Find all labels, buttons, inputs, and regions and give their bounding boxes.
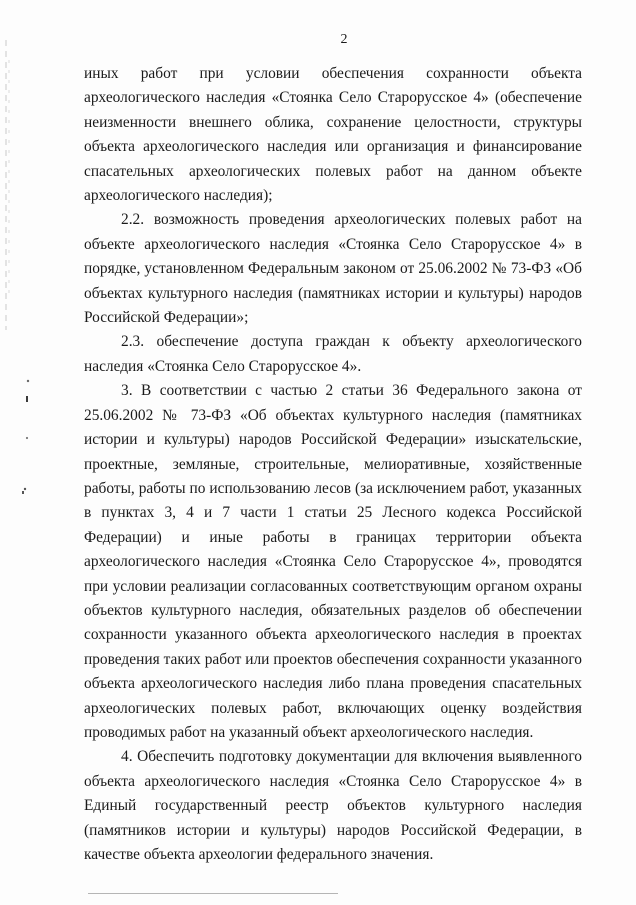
paragraph-3: 3. В соответствии с частью 2 статьи 36 Федерального закона от 25.06.2002 № 73-ФЗ «Об объектах культурного наследия (памятниках истории и культуры) народов Российской Федерации» изыскательские, проектные, земляные, строительные, мелиоративные, хозяйственные работы, работы по использованию лесов (за исключением работ, указанных в пунктах 3, 4 и 7 части 1 статьи 25 Лесного кодекса Российской Федерации) и иные работы в границах территории объекта археологического наследия «Стоянка Село Старорусское 4», проводятся при условии реализации согласованных соответствующим органом охраны объектов культурного наследия, обязательных разделов об обеспечении сохранности указанного объекта археологического наследия в проектах проведения таких работ или проектов обеспечения сохранности указанного объекта археологического наследия либо плана проведения спасательных археологических полевых работ, включающих оценку воздействия проводимых работ на указанный объект археологического наследия. bbox=[84, 382, 582, 741]
paragraph-2-3: 2.3. обеспечение доступа граждан к объекту археологического наследия «Стоянка Село Старорусское 4». bbox=[84, 333, 582, 375]
paragraph-4: 4. Обеспечить подготовку документации для включения выявленного объекта археологического наследия «Стоянка Село Старорусское 4» в Единый государственный реестр объектов культурного наследия (памятников истории и культуры) народов Российской Федерации, в качестве объекта археологии федерального значения. bbox=[84, 748, 582, 863]
scan-margin-artifacts bbox=[0, 0, 60, 905]
paragraph-continuation: иных работ при условии обеспечения сохранности объекта археологического наследия «Стоянка Село Старорусское 4» (обеспечение неизменности внешнего облика, сохранение целостности, структуры объекта археологического наследия или организация и финансирование спасательных археологических полевых работ на данном объекте археологического наследия); bbox=[84, 65, 582, 205]
page-number: 2 bbox=[340, 32, 348, 47]
document-body bbox=[84, 62, 582, 867]
bottom-scan-line bbox=[88, 893, 338, 894]
paragraph-2-2: 2.2. возможность проведения археологических полевых работ на объекте археологического наследия «Стоянка Село Старорусское 4» в порядке, установленном Федеральным законом от 25.06.2002 № 73-ФЗ «Об объектах культурного наследия (памятниках истории и культуры) народов Российской Федерации»; bbox=[84, 211, 582, 327]
